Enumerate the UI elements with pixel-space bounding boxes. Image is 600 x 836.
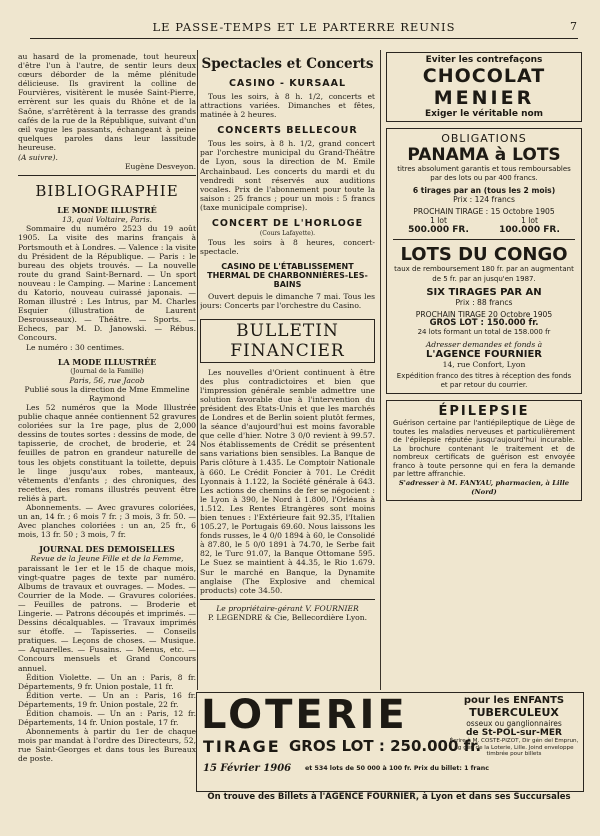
bellecour-title: CONCERTS BELLECOUR — [217, 125, 358, 137]
column-left — [18, 52, 196, 832]
edition-verte: Édition verte. — Un an : Paris, 16 fr. Départements, 19 fr. Union postale, 22 fr. — [18, 690, 196, 709]
lot-label: 1 lot — [521, 216, 538, 226]
bulletin-heading: BULLETIN FINANCIER — [200, 319, 375, 363]
menier-ad — [386, 52, 582, 122]
obligations-heading: OBLIGATIONS — [441, 132, 527, 145]
newspaper-title: LE PASSE-TEMPS ET LE PARTERRE REUNIS — [152, 20, 456, 34]
monde-illustre-price: Le numéro : 30 centimes. — [26, 342, 125, 352]
footer-billets: On trouve des Billets à l'AGENCE FOURNIER, à Lyon et dans ses Succursales — [207, 792, 571, 802]
expedition-note: Expédition franco des titres à réception des fonds et par retour du courrier. — [396, 372, 572, 390]
bellecour-body: Tous les soirs, à 8 h. 1/2, grand concert par l'orchestre municipal du Grand-Théâtre de Lyon, sous la direction de M. Emile Archainbaud. Les concerts du mardi et du vendredi sont réservés aux auditions vocales. Prix de l'abonnement pour toute la saison : 25 francs ; pour un mois : 5 francs (taxe municipale comprise). — [200, 139, 375, 212]
lots-ad — [386, 128, 582, 394]
enfants-line: pour les ENFANTS — [463, 695, 565, 706]
spectacles-heading: Spectacles et Concerts — [201, 56, 374, 72]
mode-illustree-subtitle: (Journal de la Famille) — [70, 366, 144, 375]
kursaal-title: CASINO - KURSAAL — [228, 78, 347, 89]
panama-amounts-row — [393, 225, 575, 235]
monde-illustre-summary: Sommaire du numéro 2523 du 19 août 1905. La visite des marins français à Portsmouth et à Londres. — Valence : la visite du Président de la République. — Paris : le bureau des objets trouvés. — La nouvelle route du grand Saint-Bernard. — Un sport nouveau : le Camping. — Marine : Lancement du Katorio, nouveau cuirassé japonais. — Roman illustré : Les Intrus, par M. Charles Esquier (illustration de Laurent Desrousseaux). — Théâtre. — Sports. — Echecs, par M. D. Janowski. — Rébus. Concours. — [18, 224, 196, 343]
charbonnieres-body: Ouvert depuis le dimanche 7 mai. Tous les jours: Concerts par l'orchestre du Casino. — [200, 292, 375, 311]
agence-address: 14, rue Confort, Lyon — [442, 360, 526, 370]
menier-warning: Eviter les contrefaçons — [425, 55, 543, 65]
column-divider — [197, 50, 198, 690]
congo-next-draw: PROCHAIN TIRAGE 20 Octobre 1905 — [415, 309, 553, 319]
loterie-ad — [196, 692, 584, 792]
congo-lots-total: 24 lots formant un total de 158.000 fr — [417, 327, 551, 336]
panama-heading: PANAMA à LOTS — [407, 145, 561, 165]
agence-fournier: L'AGENCE FOURNIER — [425, 349, 542, 361]
mode-illustree-publisher: Publié sous la direction de Mme Emmeline Raymond — [24, 384, 190, 403]
lot-amount: 500.000 FR. — [408, 225, 469, 236]
loterie-tirage: TIRAGE — [203, 737, 281, 756]
congo-body: taux de remboursement 180 fr. par an augmentant de 5 fr. par an jusqu'en 1987. — [394, 265, 574, 283]
lot-amount: 100.000 FR. — [499, 225, 560, 236]
st-pol-line: de St-POL-sur-MER — [466, 728, 562, 738]
page-header — [30, 20, 578, 39]
printer-line: P. LEGENDRE & Cie, Bellecordière Lyon. — [207, 612, 367, 622]
lot-label: 1 lot — [430, 216, 447, 226]
to-be-continued: (A suivre). — [18, 153, 58, 163]
edition-chamois: Édition chamois. — Un an : Paris, 12 fr. Départements, 14 fr. Union postale, 17 fr. — [18, 709, 196, 728]
horloge-title: CONCERT DE L'HORLOGE — [211, 218, 364, 230]
loterie-word: LOTERIE — [201, 692, 408, 738]
journal-demoiselles-subscription: Abonnements à partir du 1er de chaque mois par mandat à l'ordre des Directeurs, 52, rue Saint-Georges et dans tous les Bureaux de poste. — [18, 727, 196, 764]
congo-heading: LOTS DU CONGO — [400, 244, 568, 266]
loterie-beneficiary — [449, 695, 579, 758]
horloge-body: Tous les soirs à 8 heures, concert-spectacle. — [200, 238, 375, 257]
mode-illustree-address: Paris, 56, rue Jacob — [69, 375, 145, 385]
story-ending: au hasard de la promenade, tout heureux d'être l'un à l'autre, de sentir leurs deux cœurs déborder de la même plénitude délicieuse. Ils gravirent la colline de Fourvières, visitèrent le musée Saint-Pierre, errèrent sur les quais du Rhône et de la Saône, s'arrêtèrent à la terrasse des grands cafés de la rue de la République, suivant d'un œil vague les passants, échangeant à peine quelques paroles dans leur lassitude heureuse. — [18, 52, 196, 152]
mode-illustree-subscriptions: Abonnements. — Avec gravures coloriées, un an, 14 fr. ; 6 mois 7 fr. ; 3 mois, 3 fr. 50. — Avec planches coloriées : un an, 25 fr., 6 mois, 13 fr. 50 ; 3 mois, 7 fr. — [18, 503, 196, 540]
bulletin-body: Les nouvelles d'Orient continuent à être des plus contradictoires et bien que l'impression générale semble admettre une solution favorable due à l'intervention du président des Etats-Unis et que les marchés de Londres et de Berlin soient plutôt fermes, la séance d'aujourd'hui est moins favorable que celle d'hier. Notre 3 0/0 revient à 99.57. Nos établissements de Crédit se présentent sans variations bien sensibles. La Banque de Paris clôture à 1.435. Le Comptoir Nationale à 660. Le Crédit Foncier à 701. Le Crédit Lyonnais à 1.122, la Société générale à 643. Les actions de chemins de fer se négocient : le Lyon à 390, le Nord à 1.800, l'Orléans à 1.512. Les Rentes Etrangères sont moins bien tenues : l'Extérieure fait 92.35, l'Italien 105.27, le Portugais 69.60. Nous laissons les fonds russes, le 4 0/0 1894 à 60, le Consolidé à 87.80, le 5 0/0 1891 à 74.70, le Serbe fait 82, le Turc 91.07, la Banque Ottomane 595. Le Suez se maintient à 44.35, le Rio 1.679. Sur le marché en Banque, la Dynamite anglaise (The Explosive and chemical products) cote 34.50. — [200, 367, 375, 595]
page-number: 7 — [570, 20, 578, 33]
congo-gros-lot: GROS LOT : 150.000 fr. — [429, 317, 539, 328]
bibliography-heading: BIBLIOGRAPHIE — [35, 182, 179, 201]
column-divider — [380, 50, 381, 690]
epilepsie-heading: ÉPILEPSIE — [438, 404, 530, 420]
panama-next-draw: PROCHAIN TIRAGE : 15 Octobre 1905 — [413, 207, 555, 217]
column-right — [386, 52, 582, 688]
menier-tagline: Exiger le véritable nom — [424, 109, 544, 119]
monde-illustre-title: LE MONDE ILLUSTRÉ — [57, 205, 157, 216]
loterie-date: 15 Février 1906 — [203, 763, 292, 774]
charbonnieres-title: CASINO DE L'ÉTABLISSEMENT THERMAL DE CHARBONNIÈRES-LES-BAINS — [207, 262, 368, 290]
journal-demoiselles-body: paraissant le 1er et le 15 de chaque mois, vingt-quatre pages de texte par numéro. Albums de travaux et ouvrages. — Modes. — Courrier de la Mode. — Gravures coloriées. — Feuilles de patrons. — Broderie et Lingerie. — Patrons découpés et imprimés. — Dessins décalquables. — Travaux imprimés sur étoffe. — Tapisseries. — Conseils pratiques. — Leçons de choses. — Musique. — Aquarelles. — Fusains. — Menus, etc. — Concours mensuels et Grand Concours annuel. — [18, 563, 196, 673]
epilepsie-body: Guérison certaine par l'antiépileptique de Liège de toutes les maladies nerveuses et particulièrement de l'épilepsie réputée jusqu'aujourd'hui incurable. La brochure contenant le traitement et de nombreux certificats de guérison est envoyée franco à toute personne qui en fera la demande par lettre affranchie. — [393, 419, 575, 479]
panama-body: titres absolument garantis et tous remboursables par des lots ou par 400 francs. — [397, 165, 571, 183]
epilepsie-address: S'adresser à M. FANYAU, pharmacien, à Lille (Nord) — [398, 478, 570, 496]
journal-demoiselles-subtitle: Revue de la Jeune Fille et de la Femme, — [30, 554, 184, 564]
panama-tirages: 6 tirages par an (tous les 2 mois) — [412, 186, 556, 196]
coste-pizot-address: Écrire à M. COSTE-PIZOT, Dir gén del Emprun, ag gén de la Loterie, Lille. Joind enveloppe timbrée pour billets — [449, 738, 579, 757]
horloge-subtitle: (Cours Lafayette). — [259, 230, 316, 238]
adresser-line: Adresser demandes et fonds à — [425, 340, 543, 350]
panama-lots-row — [393, 216, 575, 225]
panama-price: Prix : 124 francs — [453, 195, 515, 205]
osseux-line: osseux ou ganglionnaires — [466, 719, 562, 728]
journal-demoiselles-title: JOURNAL DES DEMOISELLES — [39, 544, 175, 555]
divider — [200, 599, 375, 600]
story-author: Eugène Desveyon. — [124, 162, 196, 172]
six-tirages: SIX TIRAGES PAR AN — [426, 286, 542, 298]
kursaal-body: Tous les soirs, à 8 h. 1/2, concerts et attractions variées. Dimanches et fêtes, matinée à 2 heures. — [200, 92, 375, 120]
mode-illustree-title: LA MODE ILLUSTRÉE — [57, 356, 157, 367]
monde-illustre-address: 13, quai Voltaire, Paris. — [61, 215, 153, 225]
tuberculeux-line: TUBERCULEUX — [469, 706, 559, 719]
epilepsie-ad — [386, 400, 582, 501]
loterie-gros-lot: GROS LOT : 250.000 fr. — [289, 737, 482, 755]
divider — [393, 239, 575, 240]
menier-chocolat: CHOCOLAT — [422, 65, 546, 87]
loterie-lots: et 534 lots de 50 000 à 100 fr. Prix du billet: 1 franc — [305, 765, 489, 772]
gerant-line: Le propriétaire-gérant V. FOURNIER — [216, 603, 359, 613]
edition-violette: Édition Violette. — Un an : Paris, 8 fr. Départements, 9 fr. Union postale, 11 fr. — [18, 672, 196, 691]
divider — [18, 175, 196, 176]
menier-brand: MENIER — [433, 87, 535, 109]
mode-illustree-body: Les 52 numéros que la Mode Illustrée publie chaque année contiennent 52 gravures coloriées sur la 1re page, plus de 2,000 dessins de toutes sortes : dessins de mode, de tapisserie, de crochet, de broderie, et 24 feuilles de patron en grandeur naturelle de tous les objets constituant la toilette, depuis le linge jusqu'aux robes, manteaux, vêtements d'enfants ; des chroniques, des recettes, des romans illustrés peuvent être reliés à part. — [18, 403, 196, 503]
column-middle — [200, 52, 375, 688]
congo-price: Prix : 88 francs — [455, 297, 513, 307]
